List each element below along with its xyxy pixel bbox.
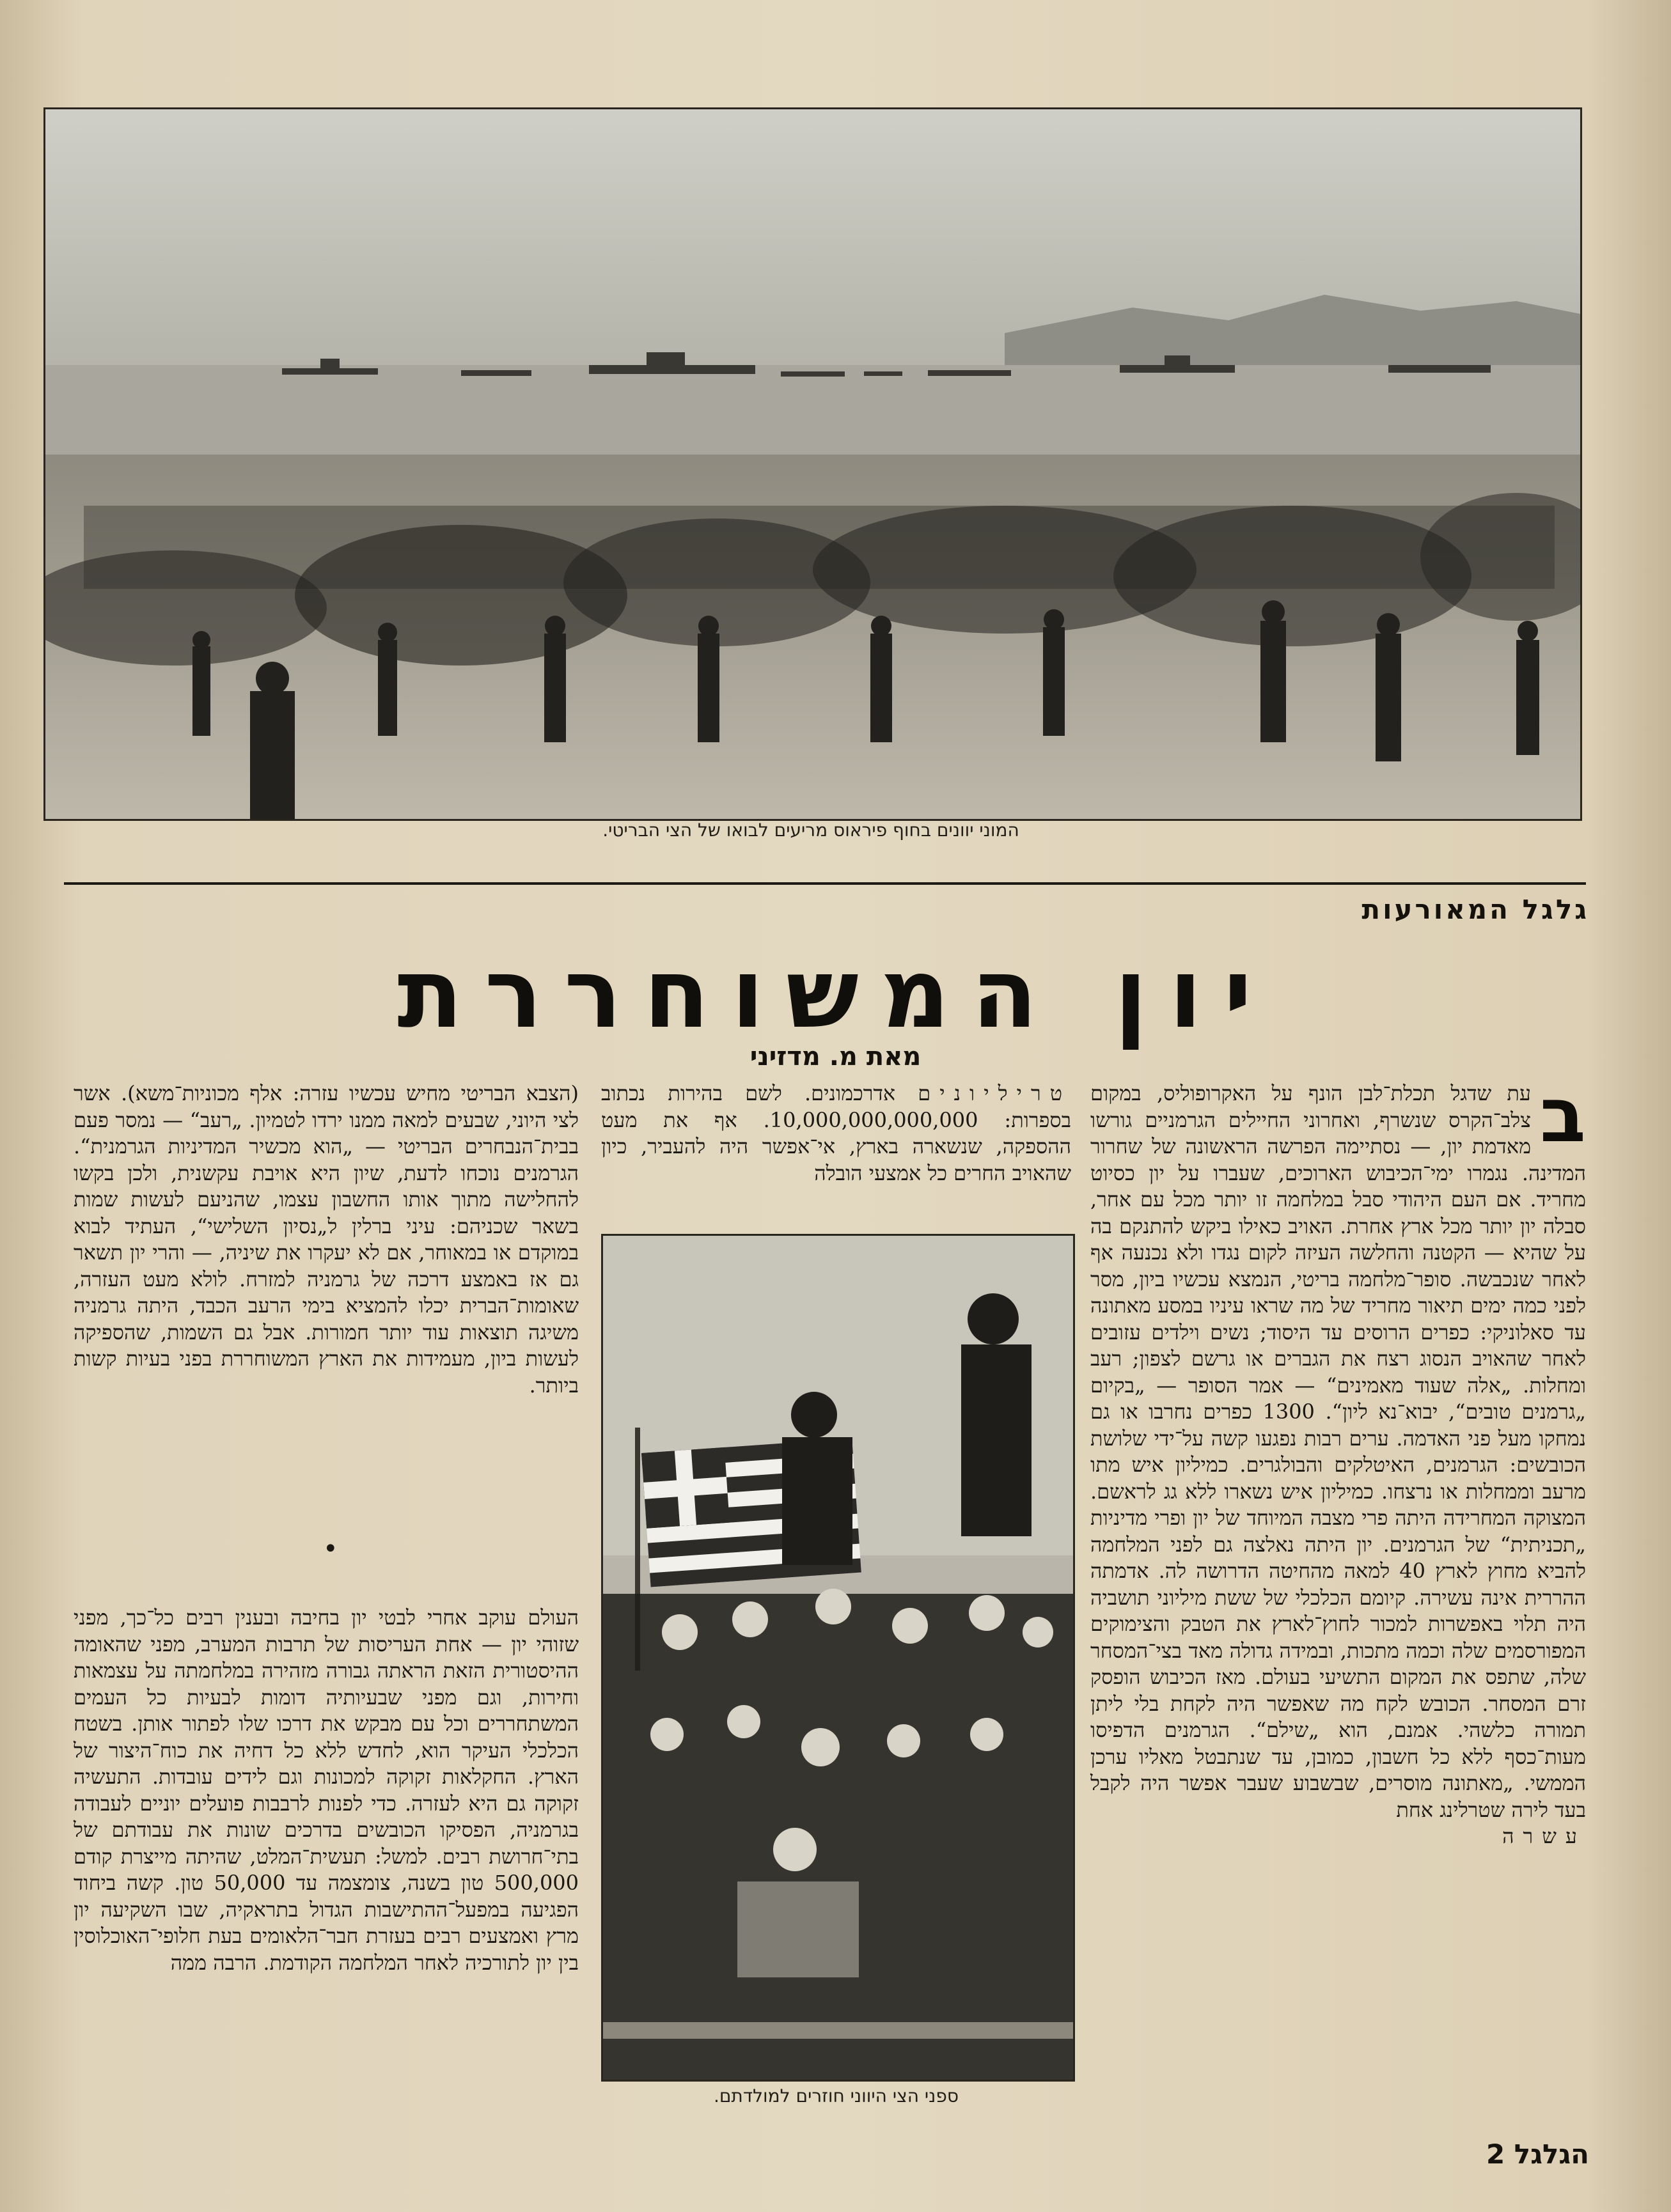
- middle-photo-caption: ספני הצי היווני חוזרים למולדתם.: [713, 2085, 959, 2107]
- article-column-left: [74, 1080, 579, 1399]
- top-divider-rule: [64, 882, 1586, 885]
- section-break-ornament: •: [323, 1534, 338, 1564]
- section-label: גלגל המאורעות: [1361, 894, 1589, 925]
- article-trailing-word: עשרה: [1502, 1824, 1586, 1848]
- article-byline: מאת מ. מדזיני: [749, 1042, 922, 1071]
- article-paragraph: העולם עוקב אחרי לבטי יון בחיבה ובענין רבים כל־כך, מפני שזוהי יון — אחת העריסות של תרבות המערב, מפני שהאומה ההיסטורית הזאת הראתה גבורה מזהירה במלחמתה על עצמאות וחירות, וגם מפני שבעיותיה דומות לבעיות כל העמים המשתחררים וכל עם מבקש את דרכו שלו לפתור אותן. בשטח הכלכלי העיקר הוא, לחדש ללא כל דחיה את כוח־היצור של הארץ. החקלאות זקוקה למכונות וגם לידים עובדות. התעשיה זקוקה גם היא לעזרה. כדי לפנות לרבבות פועלים יוניים לעבודה בגרמניה, הפסיקו הכובשים בדרכים שונות את עבודתם של בתי־חרושת רבים. למשל: תעשית־המלט, שהיתה מייצרת קודם 500,000 טון בשנה, צומצמה עד 50,000 טון. קשה ביחוד הפגיעה במפעל־ההתישבות הגדול בתראקיה, שבו השקיעה יון מרץ ואמצעים רבים בעזרת חבר־הלאומים בעת חלופי־האוכלוסין בין יון לתורכיה לאחר המלחמה הקודמת. הרבה ממה: [74, 1605, 579, 1975]
- drop-cap-letter: ב: [1540, 1071, 1586, 1159]
- top-photo-caption: המוני יוונים בחוף פיראוס מריעים לבואו של הצי הבריטי.: [602, 820, 1019, 841]
- article-paragraph: (הצבא הבריטי מחיש עכשיו עזרה: אלף מכוניות־משא). אשר לצי היוני, שבעים למאה ממנו ירדו לטמיון. „רעב“ — נמסר פעם בבית־הנבחרים הבריטי — „הוא מכשיר המדיניות הגרמנית“. הגרמנים נוכחו לדעת, שיון היא אויבת עקשנית, ולכן בקשו להחלישה מתוך אותו החשבון עצמו, שהניעם לעשות שמות בשאר שכניהם: עיני ברלין ל„נסיון השלישי“, העתיד לבוא במוקדם או במאוחר, אם לא יעקרו את שיניה, — והרי יון תשאר גם אז באמצע דרכה של גרמניה למזרח. לולא מעט העזרה, שאומות־הברית יכלו להמציא בימי הרעב הכבד, היתה גרמניה משיגה תוצאות עוד יותר חמורות. אבל גם השמות, שהספיקה לעשות ביון, מעמידות את הארץ המשוחררת בפני בעיות קשות ביותר.: [74, 1081, 579, 1398]
- article-column-right: [1090, 1071, 1587, 1850]
- middle-photo-sailors-flag: [601, 1234, 1075, 2082]
- page-footer: [1486, 2138, 1589, 2170]
- emphasized-number-word: טריליונים: [918, 1081, 1072, 1105]
- article-column-middle-top: [601, 1080, 1071, 1187]
- magazine-name: הגלגל: [1514, 2138, 1589, 2170]
- article-paragraph: [601, 1080, 1071, 1187]
- page-number: 2: [1486, 2138, 1505, 2170]
- top-photo-piraeus-crowd: [43, 107, 1582, 821]
- article-paragraph: עת שדגל תכלת־לבן הונף על האקרופוליס, במקום צלב־הקרס שנשרף, ואחרוני החיילים הגרמניים גורשו מאדמת יון, — נסתיימה הפרשה הראשונה של שחרור המדינה. נגמרו ימי־הכיבוש הארוכים, שעברו על יון כסיוט מחריד. אם העם היהודי סבל במלחמה זו יותר מכל עם אחר, סבלה יון יותר מכל ארץ אחרת. האויב כאילו ביקש להתנקם בה על שהיא — הקטנה והחלשה העיזה לקום נגדו ולא נכנעה אף לאחר שנכבשה. סופר־מלחמה בריטי, הנמצא עכשיו ביון, מסר לפני כמה ימים תיאור מחריד של מה שראו עיניו במסע מאתונה עד סאלוניקי: כפרים הרוסים עד היסוד; נשים וילדים עזובים לאחר שהאויב הנסוג רצח את הגברים או גרשם לצפון; רעב ומחלות. „אלה שעוד מאמינים“ — אמר הסופר — „בקיום „גרמנים טובים“, יבוא־נא ליון“. 1300 כפרים נחרבו או גם נמחקו מעל פני האדמה. ערים רבות נפגעו קשה על־ידי שלושת הכובשים: הגרמנים, האיטלקים והבולגרים. כמיליון איש מתו מרעב וממחלות או נרצחו. כמיליון איש נשארו ללא גג לראשם. המצוקה המחרידה היתה פרי מצבה המיוחד של יון ופרי מדיניות „תכניתית“ של הגרמנים. יון היתה נאלצה גם לפני המלחמה להביא מחוץ לארץ 40 למאה מהחיטה הדרושה לה. אדמתה ההררית אינה עשירה. קיומם הכלכלי של ששת מיליוני תושביה היה תלוי באפשרות למכור לחוץ־לארץ את הטבק והצימוקים המפורסמים שלה וכמה מתכות, ובמידה גדולה מאד בצי־המסחר שלה, שתפס את המקום התשיעי בעולם. מאז הכיבוש הופסק זרם המסחר. הכובש לקח מה שאפשר היה לקחת בלי ליתן תמורה כלשהי. אמנם, הוא „שילם“. הגרמנים הדפיסו מעות־כסף ללא כל חשבון, כמובן, עד שנתבטל מאליו ערכן הממשי. „מאתונה מוסרים, שבשבוע שעבר אפשר היה לקבל בעד לירה שטרלינג אחת: [1090, 1081, 1587, 1822]
- article-text: אדרכמונים. לשם בהירות נכתוב בספרות: 10,000,000,000,000. אף את מעט ההספקה, שנשארה בארץ, אי־אפשר היה להעביר, כיון שהאויב החרים כל אמצעי הובלה: [601, 1081, 1072, 1185]
- article-column-left-lower: [74, 1605, 579, 1976]
- article-headline: יון המשוחררת: [397, 939, 1274, 1050]
